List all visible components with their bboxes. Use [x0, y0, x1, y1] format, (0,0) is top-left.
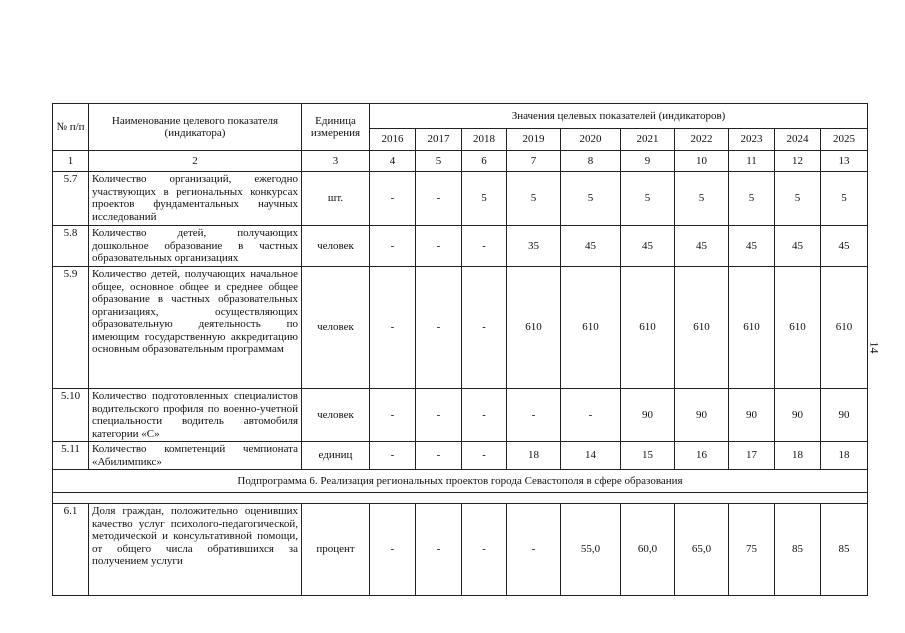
value-cell: 65,0: [675, 504, 729, 596]
row-number: 6.1: [53, 504, 89, 596]
value-cell: -: [416, 267, 462, 389]
value-cell: -: [462, 504, 507, 596]
value-cell: -: [507, 504, 561, 596]
spacer-row: [53, 493, 868, 504]
row-number: 5.9: [53, 267, 89, 389]
value-cell: 90: [729, 389, 775, 442]
value-cell: 16: [675, 442, 729, 470]
indicator-name: Количество подготовленных специалистов водительского профиля по военно-учетной специальности водитель автомобиля категории «С»: [89, 389, 302, 442]
value-cell: 45: [821, 226, 868, 267]
value-cell: 5: [675, 172, 729, 226]
header-unit: Единица измерения: [302, 104, 370, 151]
value-cell: -: [462, 389, 507, 442]
value-cell: 75: [729, 504, 775, 596]
spacer-cell: [53, 493, 868, 504]
value-cell: 85: [775, 504, 821, 596]
header-year: 2019: [507, 129, 561, 151]
value-cell: 18: [775, 442, 821, 470]
value-cell: 60,0: [621, 504, 675, 596]
value-cell: -: [370, 267, 416, 389]
value-cell: -: [462, 442, 507, 470]
column-number: 6: [462, 151, 507, 172]
value-cell: 610: [821, 267, 868, 389]
value-cell: -: [370, 172, 416, 226]
value-cell: -: [370, 389, 416, 442]
value-cell: -: [561, 389, 621, 442]
value-cell: 5: [821, 172, 868, 226]
value-cell: 17: [729, 442, 775, 470]
value-cell: 45: [775, 226, 821, 267]
column-number: 9: [621, 151, 675, 172]
indicator-table: [52, 103, 868, 596]
value-cell: -: [416, 504, 462, 596]
column-number: 5: [416, 151, 462, 172]
header-row-1: [53, 104, 868, 129]
value-cell: -: [416, 389, 462, 442]
value-cell: 90: [821, 389, 868, 442]
unit-cell: человек: [302, 226, 370, 267]
column-number: 3: [302, 151, 370, 172]
column-number: 2: [89, 151, 302, 172]
value-cell: -: [416, 442, 462, 470]
indicator-name: Количество детей, получающих дошкольное образование в частных образовательных организациях: [89, 226, 302, 267]
value-cell: -: [416, 172, 462, 226]
value-cell: 35: [507, 226, 561, 267]
value-cell: 5: [729, 172, 775, 226]
column-number: 1: [53, 151, 89, 172]
value-cell: 5: [621, 172, 675, 226]
row-number: 5.10: [53, 389, 89, 442]
column-number: 12: [775, 151, 821, 172]
value-cell: 18: [821, 442, 868, 470]
value-cell: 610: [775, 267, 821, 389]
value-cell: 90: [675, 389, 729, 442]
header-year: 2020: [561, 129, 621, 151]
table-row: [53, 504, 868, 596]
indicator-name: Доля граждан, положительно оценивших качество услуг психолого-педагогической, методической и консультативной помощи, от общего числа обратившихся за получением услуги: [89, 504, 302, 596]
value-cell: -: [370, 226, 416, 267]
value-cell: 5: [507, 172, 561, 226]
row-number: 5.7: [53, 172, 89, 226]
subprogram-row: [53, 470, 868, 493]
column-number: 10: [675, 151, 729, 172]
indicator-name: Количество организаций, ежегодно участвующих в региональных конкурсах проектов фундаментальных научных исследований: [89, 172, 302, 226]
column-number: 11: [729, 151, 775, 172]
column-number: 8: [561, 151, 621, 172]
value-cell: 85: [821, 504, 868, 596]
header-year: 2024: [775, 129, 821, 151]
value-cell: 5: [561, 172, 621, 226]
value-cell: -: [462, 267, 507, 389]
header-values-group: Значения целевых показателей (индикаторов): [370, 104, 868, 129]
value-cell: 45: [561, 226, 621, 267]
header-year: 2016: [370, 129, 416, 151]
value-cell: 45: [729, 226, 775, 267]
table-row: [53, 226, 868, 267]
unit-cell: единиц: [302, 442, 370, 470]
row-number: 5.11: [53, 442, 89, 470]
table-row: [53, 389, 868, 442]
header-name: Наименование целевого показателя (индикатора): [89, 104, 302, 151]
value-cell: 610: [507, 267, 561, 389]
header-year: 2018: [462, 129, 507, 151]
row-number: 5.8: [53, 226, 89, 267]
subprogram-title: Подпрограмма 6. Реализация региональных проектов города Севастополя в сфере образования: [53, 470, 868, 493]
value-cell: 610: [675, 267, 729, 389]
unit-cell: шт.: [302, 172, 370, 226]
value-cell: 15: [621, 442, 675, 470]
table-row: [53, 267, 868, 389]
value-cell: 90: [621, 389, 675, 442]
value-cell: 55,0: [561, 504, 621, 596]
unit-cell: человек: [302, 267, 370, 389]
value-cell: -: [507, 389, 561, 442]
header-year: 2022: [675, 129, 729, 151]
header-num: № п/п: [53, 104, 89, 151]
value-cell: 5: [462, 172, 507, 226]
column-number: 13: [821, 151, 868, 172]
table-row: [53, 172, 868, 226]
value-cell: 45: [675, 226, 729, 267]
indicator-name: Количество детей, получающих начальное общее, основное общее и среднее общее образование в частных образовательных организациях, осуществляющих образовательную деятельность по имеющим государственную аккредитацию основным образовательным программам: [89, 267, 302, 389]
value-cell: 610: [621, 267, 675, 389]
column-number: 7: [507, 151, 561, 172]
value-cell: 90: [775, 389, 821, 442]
page-number: 14: [867, 341, 882, 354]
column-number-row: [53, 151, 868, 172]
value-cell: 14: [561, 442, 621, 470]
value-cell: -: [370, 504, 416, 596]
table-row: [53, 442, 868, 470]
value-cell: -: [370, 442, 416, 470]
header-year: 2023: [729, 129, 775, 151]
unit-cell: процент: [302, 504, 370, 596]
header-year: 2021: [621, 129, 675, 151]
header-year: 2017: [416, 129, 462, 151]
indicator-name: Количество компетенций чемпионата «Абилимпикс»: [89, 442, 302, 470]
value-cell: 45: [621, 226, 675, 267]
value-cell: -: [462, 226, 507, 267]
column-number: 4: [370, 151, 416, 172]
value-cell: -: [416, 226, 462, 267]
unit-cell: человек: [302, 389, 370, 442]
value-cell: 18: [507, 442, 561, 470]
value-cell: 610: [561, 267, 621, 389]
header-year: 2025: [821, 129, 868, 151]
value-cell: 5: [775, 172, 821, 226]
value-cell: 610: [729, 267, 775, 389]
